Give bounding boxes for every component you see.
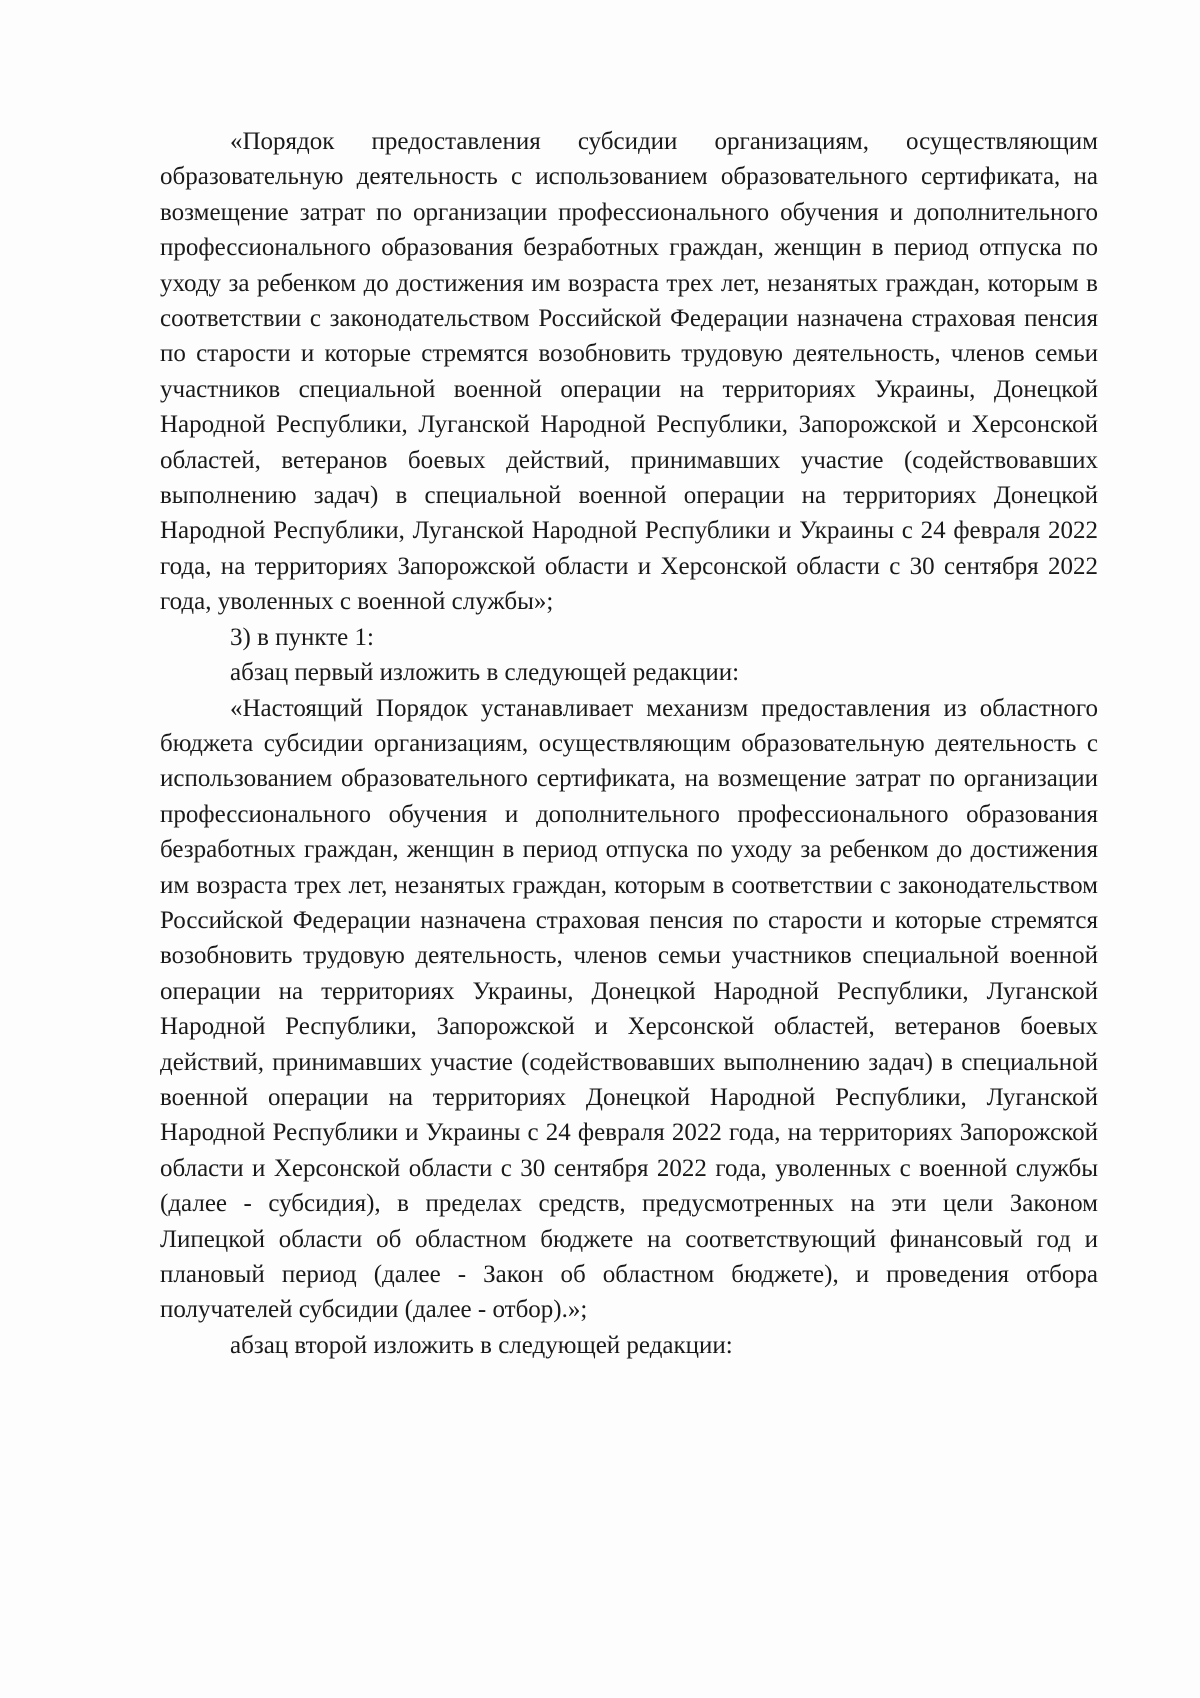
paragraph-first-abzac-instruction: абзац первый изложить в следующей редакции: xyxy=(230,659,740,687)
paragraph-second-abzac-instruction: абзац второй изложить в следующей редакции: xyxy=(230,1331,733,1359)
paragraph-point-3: 3) в пункте 1: xyxy=(230,623,374,651)
paragraph-new-first-abzac: «Настоящий Порядок устанавливает механизм предоставления из областного бюджета субсидии организациям, осуществляющим образовательную деятельность с использованием образовательного сертификата, на возмещение затрат по организации профессионального обучения и дополнительного профессионального образования безработных граждан, женщин в период отпуска по уходу за ребенком до достижения им возраста трех лет, незанятых граждан, которым в соответствии с законодательством Российской Федерации назначена страховая пенсия по старости и которые стремятся возобновить трудовую деятельность, членов семьи участников специальной военной операции на территориях Украины, Донецкой Народной Республики, Луганской Народной Республики, Запорожской и Херсонской областей, ветеранов боевых действий, принимавших участие (содействовавших выполнению задач) в специальной военной операции на территориях Донецкой Народной Республики, Луганской Народной Республики и Украины с 24 февраля 2022 года, на территориях Запорожской области и Херсонской области с 30 сентября 2022 года, уволенных с военной службы (далее - субсидия), в пределах средств, предусмотренных на эти цели Законом Липецкой области об областном бюджете на соответствующий финансовый год и плановый период (далее - Закон об областном бюджете), и проведения отбора получателей субсидии (далее - отбор).»; xyxy=(160,694,1098,1324)
document-body xyxy=(160,124,1098,1363)
paragraph-order-title: «Порядок предоставления субсидии организациям, осуществляющим образовательную деятельность с использованием образовательного сертификата, на возмещение затрат по организации профессионального обучения и дополнительного профессионального образования безработных граждан, женщин в период отпуска по уходу за ребенком до достижения им возраста трех лет, незанятых граждан, которым в соответствии с законодательством Российской Федерации назначена страховая пенсия по старости и которые стремятся возобновить трудовую деятельность, членов семьи участников специальной военной операции на территориях Украины, Донецкой Народной Республики, Луганской Народной Республики, Запорожской и Херсонской областей, ветеранов боевых действий, принимавших участие (содействовавших выполнению задач) в специальной военной операции на территориях Донецкой Народной Республики, Луганской Народной Республики и Украины с 24 февраля 2022 года, на территориях Запорожской области и Херсонской области с 30 сентября 2022 года, уволенных с военной службы»; xyxy=(160,128,1098,616)
